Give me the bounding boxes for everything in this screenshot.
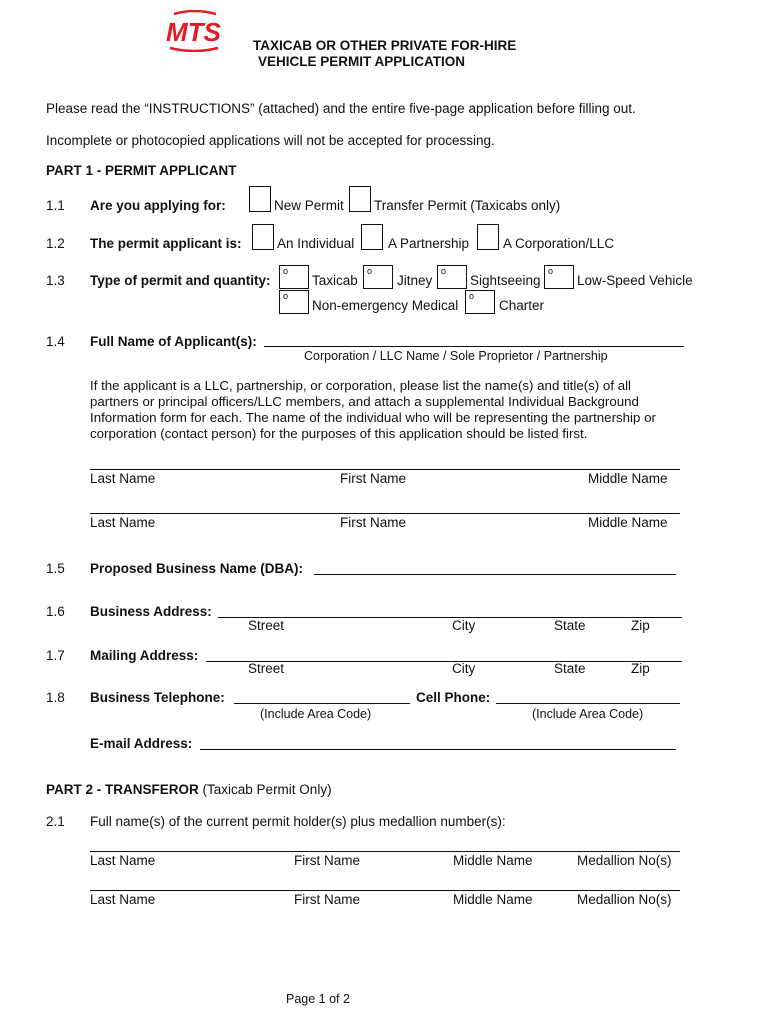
jitney-quantity-box[interactable]: o (363, 265, 393, 289)
cell-phone-field[interactable] (496, 703, 680, 704)
part1-heading: PART 1 - PERMIT APPLICANT (46, 163, 237, 178)
business-telephone-field[interactable] (234, 703, 410, 704)
intro-text-1: Please read the “INSTRUCTIONS” (attached) and the entire five-page application before filling out. (46, 101, 636, 116)
applicant-instructions-paragraph: If the applicant is a LLC, partnership, or corporation, please list the name(s) and title(s) of all partners or principal officers/LLC members, and attach a supplemental Individual Background Information form for each. The name of the individual who will be representing the partnership or corporation (contact person) for the purposes of this application should be listed first. (90, 378, 656, 441)
transferor-1-middle-label: Middle Name (453, 853, 533, 868)
charter-label: Charter (499, 298, 545, 313)
business-street-label: Street (248, 618, 285, 633)
q1-3-label: Type of permit and quantity: (90, 273, 271, 288)
q1-7-label: Mailing Address: (90, 648, 199, 663)
q1-8-number: 1.8 (46, 690, 65, 705)
transferor-2-last-label: Last Name (90, 892, 156, 907)
officer-1-name-field[interactable] (90, 469, 680, 470)
non-emergency-quantity-box[interactable]: o (279, 290, 309, 314)
q1-7-number: 1.7 (46, 648, 65, 663)
corporation-checkbox[interactable] (477, 224, 499, 250)
mailing-city-label: City (452, 661, 476, 676)
sightseeing-label: Sightseeing (470, 273, 541, 288)
transferor-1-last-label: Last Name (90, 853, 156, 868)
taxicab-label: Taxicab (312, 273, 358, 288)
business-city-label: City (452, 618, 476, 633)
business-address-field[interactable] (218, 617, 682, 618)
mailing-zip-label: Zip (631, 661, 650, 676)
cell-area-code-hint: (Include Area Code) (532, 707, 644, 721)
q1-1-label: Are you applying for: (90, 198, 226, 213)
transferor-1-medallion-label: Medallion No(s) (577, 853, 672, 868)
mts-logo (160, 10, 246, 52)
officer-2-last-label: Last Name (90, 515, 156, 530)
partnership-label: A Partnership (388, 236, 470, 251)
mailing-state-label: State (554, 661, 586, 676)
transferor-2-first-label: First Name (294, 892, 361, 907)
new-permit-checkbox[interactable] (249, 186, 271, 212)
q1-2-number: 1.2 (46, 236, 65, 251)
transferor-2-field[interactable] (90, 890, 680, 891)
q1-1-number: 1.1 (46, 198, 65, 213)
part2-heading (46, 782, 332, 797)
q2-1-number: 2.1 (46, 814, 65, 829)
email-field[interactable] (200, 749, 676, 750)
q1-6-label: Business Address: (90, 604, 212, 619)
transferor-2-medallion-label: Medallion No(s) (577, 892, 672, 907)
mts-logo-graphic (160, 10, 246, 52)
svg-text:MTS: MTS (166, 17, 221, 47)
page-footer: Page 1 of 2 (286, 992, 350, 1006)
part2-heading-note: (Taxicab Permit Only) (202, 782, 332, 797)
charter-quantity-box[interactable]: o (465, 290, 495, 314)
q1-5-label: Proposed Business Name (DBA): (90, 561, 304, 576)
q1-3-number: 1.3 (46, 273, 65, 288)
title-line-2: VEHICLE PERMIT APPLICATION (258, 54, 466, 69)
business-state-label: State (554, 618, 586, 633)
business-zip-label: Zip (631, 618, 650, 633)
jitney-label: Jitney (397, 273, 433, 288)
officer-1-middle-label: Middle Name (588, 471, 668, 486)
transferor-1-first-label: First Name (294, 853, 361, 868)
officer-2-name-field[interactable] (90, 513, 680, 514)
taxicab-quantity-box[interactable]: o (279, 265, 309, 289)
q1-4-number: 1.4 (46, 334, 65, 349)
dba-field[interactable] (314, 574, 676, 575)
mailing-street-label: Street (248, 661, 285, 676)
non-emergency-label: Non-emergency Medical (312, 298, 459, 313)
new-permit-label: New Permit (274, 198, 344, 213)
q1-8-label: Business Telephone: (90, 690, 225, 705)
transfer-permit-label: Transfer Permit (Taxicabs only) (374, 198, 561, 213)
sightseeing-quantity-box[interactable]: o (437, 265, 467, 289)
individual-label: An Individual (277, 236, 355, 251)
officer-1-last-label: Last Name (90, 471, 156, 486)
applicant-name-field[interactable] (264, 346, 684, 347)
telephone-area-code-hint: (Include Area Code) (260, 707, 372, 721)
transferor-1-field[interactable] (90, 851, 680, 852)
individual-checkbox[interactable] (252, 224, 274, 250)
title-line-1: TAXICAB OR OTHER PRIVATE FOR-HIRE (253, 38, 517, 53)
applicant-name-sublabel: Corporation / LLC Name / Sole Proprietor / Partnership (304, 349, 608, 363)
officer-1-first-label: First Name (340, 471, 407, 486)
low-speed-label: Low-Speed Vehicle (577, 273, 693, 288)
email-label: E-mail Address: (90, 736, 193, 751)
low-speed-quantity-box[interactable]: o (544, 265, 574, 289)
officer-2-first-label: First Name (340, 515, 407, 530)
intro-text-2: Incomplete or photocopied applications will not be accepted for processing. (46, 133, 495, 148)
q2-1-label: Full name(s) of the current permit holder(s) plus medallion number(s): (90, 814, 506, 829)
q1-6-number: 1.6 (46, 604, 65, 619)
q1-5-number: 1.5 (46, 561, 65, 576)
officer-2-middle-label: Middle Name (588, 515, 668, 530)
corporation-label: A Corporation/LLC (503, 236, 615, 251)
q1-4-label: Full Name of Applicant(s): (90, 334, 257, 349)
transfer-permit-checkbox[interactable] (349, 186, 371, 212)
part2-heading-bold: PART 2 - TRANSFEROR (46, 782, 199, 797)
q1-2-label: The permit applicant is: (90, 236, 242, 251)
partnership-checkbox[interactable] (361, 224, 383, 250)
transferor-2-middle-label: Middle Name (453, 892, 533, 907)
cell-phone-label: Cell Phone: (416, 690, 491, 705)
